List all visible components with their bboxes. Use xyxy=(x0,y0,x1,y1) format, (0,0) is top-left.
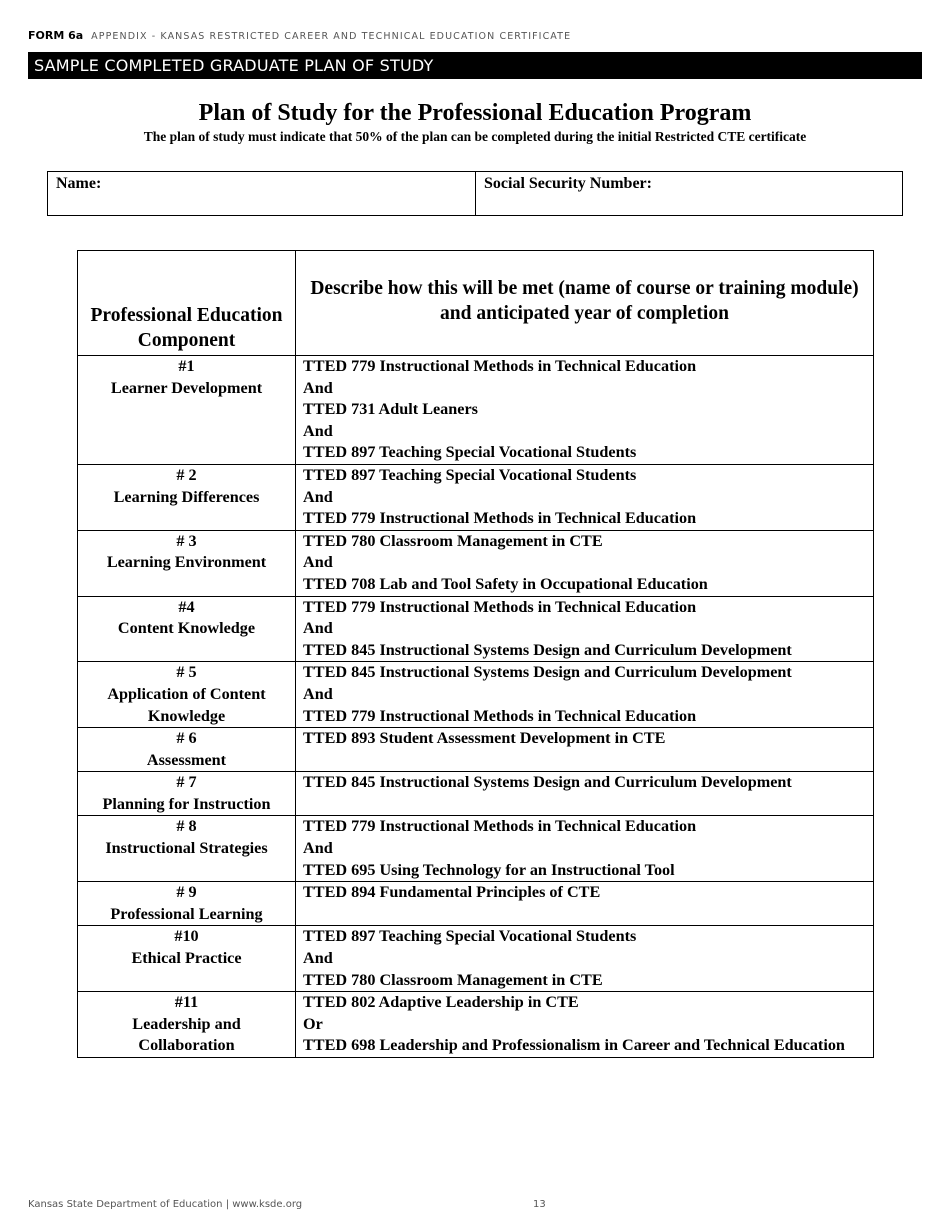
form-header-line xyxy=(28,29,922,42)
course-line: And xyxy=(303,421,333,440)
component-number: # 8 xyxy=(176,817,197,836)
table-row xyxy=(78,772,874,816)
table-header-row xyxy=(78,251,874,356)
component-name: Leadership and Collaboration xyxy=(132,1014,241,1055)
table-row xyxy=(78,662,874,728)
course-line: TTED 845 Instructional Systems Design and Curriculum Development xyxy=(303,773,792,792)
description-cell xyxy=(296,816,874,882)
component-name: Planning for Instruction xyxy=(102,794,271,813)
course-line: And xyxy=(303,553,333,572)
page-title: Plan of Study for the Professional Education Program xyxy=(198,100,752,126)
table-row xyxy=(78,356,874,465)
course-line: And xyxy=(303,378,333,397)
component-number: #10 xyxy=(174,927,199,946)
description-cell xyxy=(296,662,874,728)
description-cell xyxy=(296,356,874,465)
component-cell xyxy=(78,356,296,465)
component-cell xyxy=(78,816,296,882)
component-name: Assessment xyxy=(146,750,227,769)
form-description: APPENDIX - KANSAS RESTRICTED CAREER AND TECHNICAL EDUCATION CERTIFICATE xyxy=(91,31,572,42)
plan-table xyxy=(77,250,874,1058)
course-line: TTED 779 Instructional Methods in Technical Education xyxy=(303,706,697,725)
course-line: TTED 845 Instructional Systems Design and Curriculum Development xyxy=(303,663,792,682)
course-line: And xyxy=(303,684,333,703)
table-row xyxy=(78,596,874,662)
description-cell xyxy=(296,530,874,596)
course-line: TTED 695 Using Technology for an Instructional Tool xyxy=(303,860,675,879)
description-cell xyxy=(296,464,874,530)
course-line: TTED 894 Fundamental Principles of CTE xyxy=(303,883,601,902)
component-number: #4 xyxy=(178,597,195,616)
course-line: And xyxy=(303,619,333,638)
table-row xyxy=(78,816,874,882)
course-line: TTED 845 Instructional Systems Design and Curriculum Development xyxy=(303,640,792,659)
description-cell xyxy=(296,882,874,926)
course-line: TTED 780 Classroom Management in CTE xyxy=(303,970,603,989)
component-name: Application of Content Knowledge xyxy=(107,684,266,725)
component-cell xyxy=(78,772,296,816)
description-cell xyxy=(296,728,874,772)
component-number: # 6 xyxy=(176,729,197,748)
component-name: Professional Learning xyxy=(110,904,263,923)
component-cell xyxy=(78,992,296,1058)
ssn-field[interactable] xyxy=(476,172,902,215)
course-line: TTED 893 Student Assessment Development in CTE xyxy=(303,729,666,748)
section-banner: SAMPLE COMPLETED GRADUATE PLAN OF STUDY xyxy=(28,52,922,79)
component-number: #1 xyxy=(178,357,195,375)
component-cell xyxy=(78,926,296,992)
plan-table-body xyxy=(78,356,874,1058)
course-line: TTED 802 Adaptive Leadership in CTE xyxy=(303,993,579,1012)
header-description: Describe how this will be met (name of course or training module) and anticipated year of completion xyxy=(296,251,874,356)
table-row xyxy=(78,464,874,530)
description-cell xyxy=(296,926,874,992)
component-number: # 3 xyxy=(176,531,197,550)
course-line: TTED 698 Leadership and Professionalism in Career and Technical Education xyxy=(303,1036,845,1055)
description-cell xyxy=(296,596,874,662)
table-row xyxy=(78,530,874,596)
ssn-label: Social Security Number: xyxy=(484,175,652,192)
course-line: TTED 897 Teaching Special Vocational Students xyxy=(303,927,637,946)
course-line: TTED 779 Instructional Methods in Technical Education xyxy=(303,817,697,836)
course-line: TTED 731 Adult Leaners xyxy=(303,400,478,419)
table-row xyxy=(78,992,874,1058)
course-line: And xyxy=(303,839,333,858)
component-number: # 9 xyxy=(176,883,197,902)
component-name: Instructional Strategies xyxy=(105,839,268,858)
component-name: Content Knowledge xyxy=(117,619,256,638)
component-number: # 7 xyxy=(176,773,197,792)
description-cell xyxy=(296,992,874,1058)
component-cell xyxy=(78,882,296,926)
course-line: And xyxy=(303,487,333,506)
course-line: TTED 779 Instructional Methods in Technical Education xyxy=(303,509,697,528)
component-cell xyxy=(78,530,296,596)
course-line: TTED 897 Teaching Special Vocational Students xyxy=(303,443,637,462)
component-name: Learning Environment xyxy=(106,553,267,572)
component-number: # 5 xyxy=(176,663,197,682)
component-number: # 2 xyxy=(176,465,197,484)
page-number: 13 xyxy=(533,1199,546,1210)
component-name: Learner Development xyxy=(110,378,263,397)
component-cell xyxy=(78,596,296,662)
component-number: #11 xyxy=(174,993,199,1012)
component-cell xyxy=(78,662,296,728)
table-row xyxy=(78,728,874,772)
header-component: Professional Education Component xyxy=(78,251,296,356)
page-subtitle: The plan of study must indicate that 50% of the plan can be completed during the initial Restricted CTE certificate xyxy=(143,129,807,144)
component-cell xyxy=(78,728,296,772)
course-line: TTED 780 Classroom Management in CTE xyxy=(303,531,603,550)
name-label: Name: xyxy=(56,175,102,192)
course-line: TTED 897 Teaching Special Vocational Students xyxy=(303,465,637,484)
course-line: TTED 779 Instructional Methods in Technical Education xyxy=(303,357,697,375)
identity-box xyxy=(47,171,903,216)
name-field[interactable] xyxy=(48,172,476,215)
course-line: And xyxy=(303,949,333,968)
component-name: Learning Differences xyxy=(113,487,260,506)
component-name: Ethical Practice xyxy=(131,949,242,968)
course-line: Or xyxy=(303,1014,323,1033)
course-line: TTED 708 Lab and Tool Safety in Occupational Education xyxy=(303,574,708,593)
description-cell xyxy=(296,772,874,816)
component-cell xyxy=(78,464,296,530)
table-row xyxy=(78,926,874,992)
course-line: TTED 779 Instructional Methods in Technical Education xyxy=(303,597,697,616)
form-id: FORM 6a xyxy=(28,29,84,42)
table-row xyxy=(78,882,874,926)
footer-org: Kansas State Department of Education | www.ksde.org xyxy=(28,1199,303,1210)
